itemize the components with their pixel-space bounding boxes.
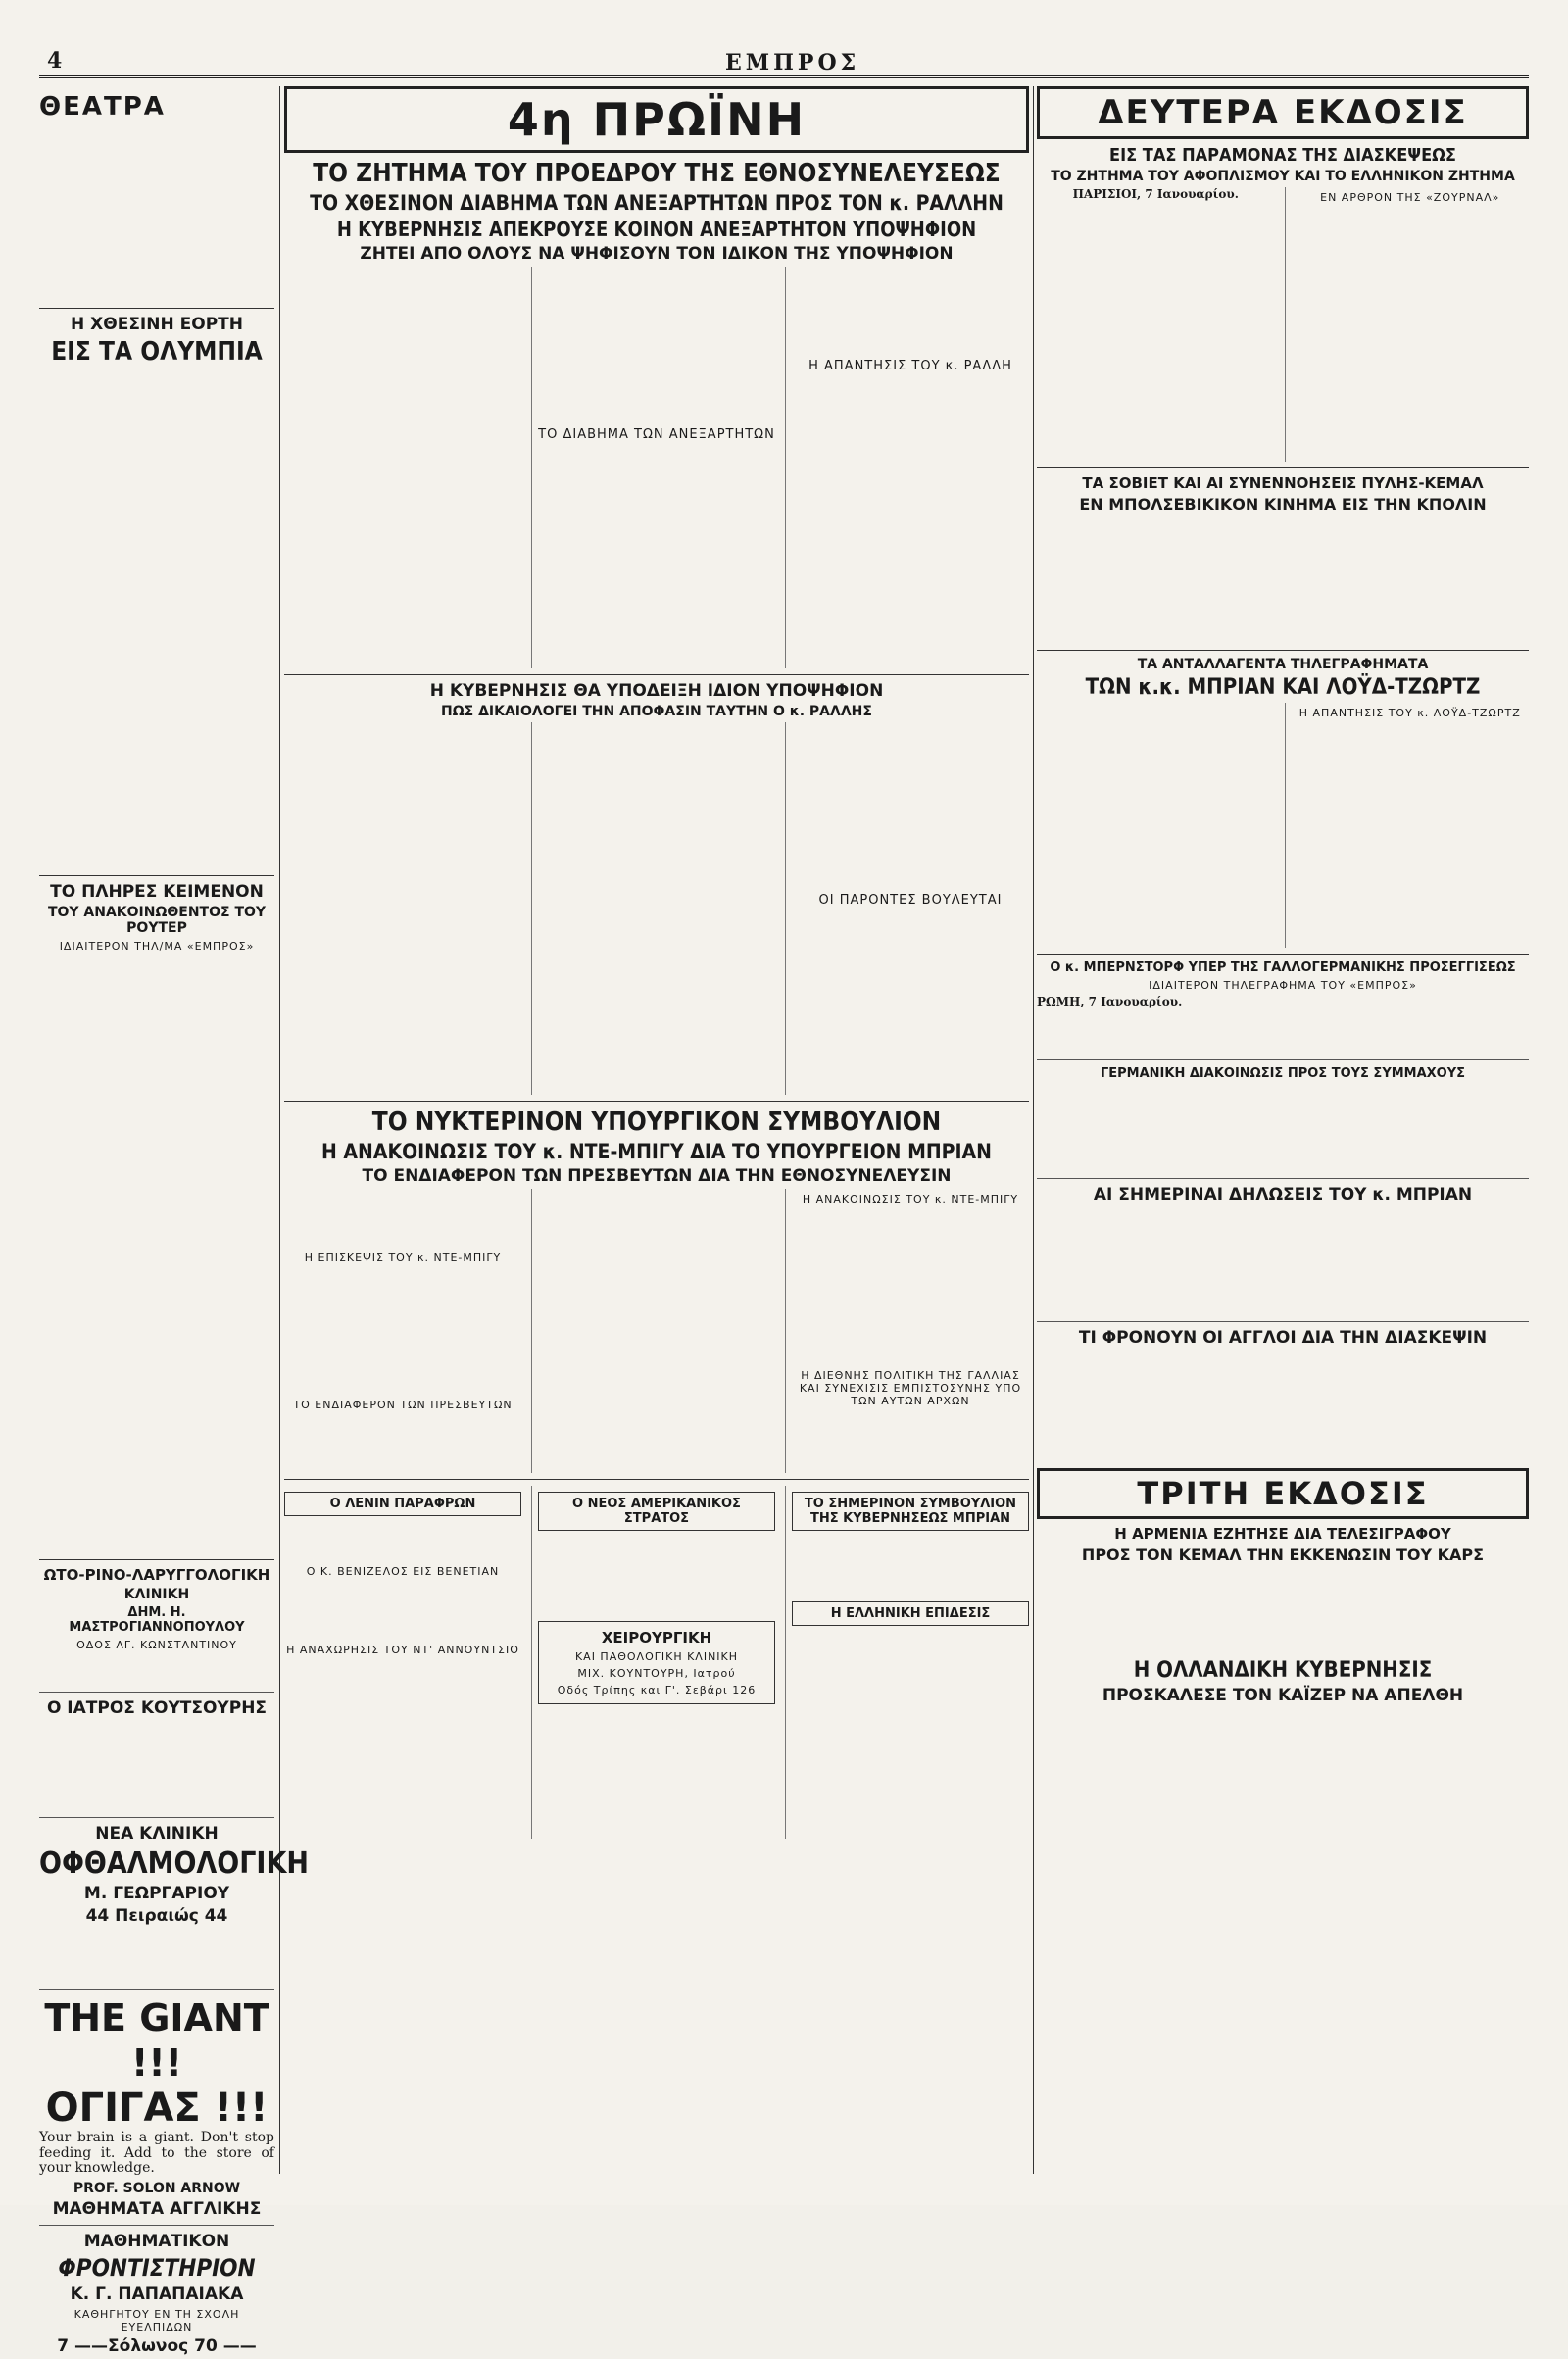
reply-subheading: Η ΑΠΑΝΤΗΣΙΣ ΤΟΥ κ. ΛΟΫΔ-ΤΖΩΡΤΖ bbox=[1298, 707, 1521, 719]
kaiser-headline: ΠΡΟΣΚΑΛΕΣΕ ΤΟΝ ΚΑΪΖΕΡ ΝΑ ΑΠΕΛΘΗ bbox=[1102, 1685, 1464, 1705]
conference-headline: ΕΙΣ ΤΑΣ ΠΑΡΑΜΟΝΑΣ ΤΗΣ ΔΙΑΣΚΕΨΕΩΣ bbox=[1109, 145, 1456, 166]
reuter-heading: ΤΟ ΠΛΗΡΕΣ ΚΕΙΜΕΝΟΝ bbox=[50, 882, 264, 902]
council-text bbox=[792, 1537, 1029, 1596]
giant-english: Your brain is a giant. Don't stop feeding it. Add to the store of your knowledge. bbox=[39, 2130, 274, 2176]
german-note-article bbox=[1037, 1084, 1529, 1172]
cabinet-subheadline: Η ΑΝΑΚΟΙΝΩΣΙΣ ΤΟΥ κ. ΝΤΕ-ΜΠΙΓΥ ΔΙΑ ΤΟ ΥΠΟΥΡΓΕΙΟΝ ΜΠΡΙΑΝ bbox=[321, 1140, 992, 1163]
conference-article bbox=[1037, 187, 1529, 462]
reuter-heading-2: ΤΟΥ ΑΝΑΚΟΙΝΩΘΕΝΤΟΣ ΤΟΥ ΡΟΥΤΕΡ bbox=[47, 905, 267, 936]
policy-subheading: Η ΔΙΕΘΝΗΣ ΠΟΛΙΤΙΚΗ ΤΗΣ ΓΑΛΛΙΑΣ ΚΑΙ ΣΥΝΕΧΙΣΙΣ ΕΜΠΙΣΤΟΣΥΝΗΣ ΥΠΟ ΤΩΝ ΑΥΤΩΝ ΑΡΧΩΝ bbox=[799, 1369, 1022, 1407]
cabinet-article-text bbox=[792, 1208, 1029, 1365]
armenia-headline: Η ΑΡΜΕΝΙΑ ΕΖΗΤΗΣΕ ΔΙΑ ΤΕΛΕΣΙΓΡΑΦΟΥ bbox=[1114, 1524, 1451, 1543]
rome-dateline: ΡΩΜΗ, 7 Ιανουαρίου. bbox=[1037, 995, 1183, 1008]
bottom-news bbox=[284, 1486, 1029, 1839]
theatre-listings bbox=[39, 125, 274, 302]
clinic-heading: ΩΤΟ-ΡΙΝΟ-ΛΑΡΥΓΓΟΛΟΓΙΚΗ bbox=[43, 1566, 270, 1584]
english-opinion-headline: ΤΙ ΦΡΟΝΟΥΝ ΟΙ ΑΓΓΛΟΙ ΔΙΑ ΤΗΝ ΔΙΑΣΚΕΨΙΝ bbox=[1078, 1327, 1488, 1348]
briand-statements-article bbox=[1037, 1207, 1529, 1315]
clinic-details bbox=[39, 1654, 274, 1686]
divider bbox=[1037, 467, 1529, 468]
army-heading: Ο ΝΕΟΣ ΑΜΕΡΙΚΑΝΙΚΟΣ ΣΤΡΑΤΟΣ bbox=[538, 1492, 775, 1531]
cabinet-article-col bbox=[785, 1189, 1029, 1473]
surgery-heading: ΧΕΙΡΟΥΡΓΙΚΗ bbox=[601, 1629, 712, 1646]
divider bbox=[1037, 650, 1529, 651]
feast-heading: Η ΧΘΕΣΙΝΗ ΕΟΡΤΗ bbox=[71, 315, 243, 334]
surgery-ad bbox=[538, 1621, 775, 1704]
bolshevik-headline: ΕΝ ΜΠΟΛΣΕΒΙΚΙΚΟΝ ΚΙΝΗΜΑ ΕΙΣ ΤΗΝ ΚΠΟΛΙΝ bbox=[1079, 495, 1487, 514]
german-note-headline: ΓΕΡΜΑΝΙΚΗ ΔΙΑΚΟΙΝΩΣΙΣ ΠΡΟΣ ΤΟΥΣ ΣΥΜΜΑΧΟΥΣ bbox=[1100, 1065, 1466, 1081]
ophthalmology-details bbox=[39, 1929, 274, 1983]
divider bbox=[1037, 1321, 1529, 1322]
candidate-article-col bbox=[284, 722, 521, 1095]
candidate-subheadline: ΠΩΣ ΔΙΚΑΙΟΛΟΓΕΙ ΤΗΝ ΑΠΟΦΑΣΙΝ ΤΑΥΤΗΝ Ο κ. ΡΑΛΛΗΣ bbox=[441, 704, 872, 719]
lenin-text bbox=[284, 1522, 521, 1561]
briand-statements-headline: ΑΙ ΣΗΜΕΡΙΝΑΙ ΔΗΛΩΣΕΙΣ ΤΟΥ κ. ΜΠΡΙΑΝ bbox=[1093, 1184, 1473, 1204]
left-column bbox=[39, 86, 309, 2359]
rallis-reply-subheading: Η ΑΠΑΝΤΗΣΙΣ ΤΟΥ κ. ΡΑΛΛΗ bbox=[808, 359, 1012, 373]
conference-article-col bbox=[1037, 187, 1275, 462]
telegrams-article bbox=[1037, 703, 1529, 948]
cabinet-article-col bbox=[531, 1189, 775, 1473]
math-heading-2: ΦΡΟΝΤΙΣΤΗΡΙΟΝ bbox=[58, 2253, 256, 2282]
clinic-doctor: ΔΗΜ. Η. ΜΑΣΤΡΟΓΙΑΝΝΟΠΟΥΛΟΥ bbox=[69, 1605, 245, 1635]
doctor-details bbox=[39, 1721, 274, 1811]
page-number: 4 bbox=[47, 48, 63, 74]
visit-subheading: Η ΕΠΙΣΚΕΨΙΣ ΤΟΥ κ. ΝΤΕ-ΜΠΙΓΥ bbox=[304, 1252, 502, 1264]
kaiser-article bbox=[1037, 1708, 1529, 1787]
column-rule bbox=[1033, 86, 1034, 2174]
candidate-article bbox=[284, 722, 1029, 1095]
kars-headline: ΠΡΟΣ ΤΟΝ ΚΕΜΑΛ ΤΗΝ ΕΚΚΕΝΩΣΙΝ ΤΟΥ ΚΑΡΣ bbox=[1081, 1545, 1485, 1564]
divider bbox=[39, 1989, 274, 1990]
english-opinion-article bbox=[1037, 1351, 1529, 1468]
feast-article bbox=[39, 369, 274, 869]
ophthalmology-doctor: Μ. ΓΕΩΡΓΑΡΙΟΥ bbox=[83, 1884, 230, 1903]
reuter-subheading: ΙΔΙΑΙΤΕΡΟΝ ΤΗΛ/ΜΑ «ΕΜΠΡΟΣ» bbox=[59, 940, 255, 953]
announce-subheading: Η ΑΝΑΚΟΙΝΩΣΙΣ ΤΟΥ κ. ΝΤΕ-ΜΠΙΓΥ bbox=[802, 1193, 1019, 1205]
cabinet-article bbox=[284, 1189, 1029, 1473]
surgery-address: Οδός Τρίπης και Γ'. Σεβάρι 126 bbox=[557, 1684, 757, 1696]
math-sub: ΚΑΘΗΓΗΤΟΥ ΕΝ ΤΗ ΣΧΟΛΗ ΕΥΕΛΠΙΔΩΝ bbox=[74, 2307, 240, 2334]
divider bbox=[39, 2225, 274, 2226]
main-subheadline-2: Η ΚΥΒΕΡΝΗΣΙΣ ΑΠΕΚΡΟΥΣΕ ΚΟΙΝΟΝ ΑΝΕΞΑΡΤΗΤΟΝ ΥΠΟΨΗΦΙΟΝ bbox=[336, 218, 977, 241]
theatre-heading: ΘΕΑΤΡΑ bbox=[39, 92, 166, 122]
bernstorff-article bbox=[1037, 1014, 1529, 1054]
present-deputies-subheading: ΟΙ ΠΑΡΟΝΤΕΣ ΒΟΥΛΕΥΤΑΙ bbox=[818, 893, 1003, 908]
newspaper-title: ΕΜΠΡΟΣ bbox=[725, 50, 860, 75]
professor-name: PROF. SOLON ARNOW bbox=[73, 2180, 241, 2196]
telegrams-article-col bbox=[1285, 703, 1530, 948]
ophthalmology-address: 44 Πειραιώς 44 bbox=[85, 1906, 228, 1926]
third-edition-banner: ΤΡΙΤΗ ΕΚΔΟΣΙΣ bbox=[1037, 1468, 1529, 1519]
divider bbox=[39, 1559, 274, 1560]
divider bbox=[1037, 954, 1529, 955]
candidate-article-text bbox=[792, 722, 1029, 889]
telegrams-headline: ΤΑ ΑΝΤΑΛΛΑΓΕΝΤΑ ΤΗΛΕΓΡΑΦΗΜΑΤΑ bbox=[1137, 657, 1429, 672]
divider bbox=[1037, 1178, 1529, 1179]
greek-heading: Η ΕΛΛΗΝΙΚΗ ΕΠΙΔΕΣΙΣ bbox=[792, 1601, 1029, 1626]
telegrams-article-col bbox=[1037, 703, 1275, 948]
briand-lloyd-headline: ΤΩΝ κ.κ. ΜΠΡΙΑΝ ΚΑΙ ΛΟΫΔ-ΤΖΩΡΤΖ bbox=[1085, 675, 1481, 700]
conference-article-col bbox=[1285, 187, 1530, 462]
center-column bbox=[284, 86, 1029, 1839]
math-heading: ΜΑΘΗΜΑΤΙΚΟΝ bbox=[83, 2231, 230, 2251]
soviet-article bbox=[1037, 516, 1529, 644]
annunzio-heading: Η ΑΝΑΧΩΡΗΣΙΣ ΤΟΥ ΝΤ' ΑΝΝΟΥΝΤΣΙΟ bbox=[286, 1644, 519, 1656]
giant-heading: THE GIANT !!! bbox=[44, 1996, 270, 2085]
lead-article-text bbox=[792, 267, 1029, 355]
dutch-headline: Η ΟΛΛΑΝΔΙΚΗ ΚΥΒΕΡΝΗΣΙΣ bbox=[1133, 1657, 1433, 1683]
divider bbox=[39, 875, 274, 876]
soviet-headline: ΤΑ ΣΟΒΙΕΤ ΚΑΙ ΑΙ ΣΥΝΕΝΝΟΗΣΕΙΣ ΠΥΛΗΣ-ΚΕΜΑΛ bbox=[1082, 474, 1484, 492]
second-edition-banner: ΔΕΥΤΕΡΑ ΕΚΔΟΣΙΣ bbox=[1037, 86, 1529, 139]
lead-article-col bbox=[284, 267, 521, 668]
divider bbox=[39, 1817, 274, 1818]
clinic-sub: ΚΛΙΝΙΚΗ bbox=[123, 1587, 190, 1602]
cabinet-article-text bbox=[284, 1267, 521, 1395]
indep-subheading: ΤΟ ΔΙΑΒΗΜΑ ΤΩΝ ΑΝΕΞΑΡΤΗΤΩΝ bbox=[538, 427, 775, 442]
reuter-article bbox=[39, 956, 274, 1553]
bottom-news-col bbox=[284, 1486, 521, 1839]
candidate-headline: Η ΚΥΒΕΡΝΗΣΙΣ ΘΑ ΥΠΟΔΕΙΞΗ ΙΔΙΟΝ ΥΠΟΨΗΦΙΟΝ bbox=[429, 681, 884, 701]
divider bbox=[1037, 1059, 1529, 1060]
main-subheadline-3: ΖΗΤΕΙ ΑΠΟ ΟΛΟΥΣ ΝΑ ΨΗΦΙΣΟΥΝ ΤΟΝ ΙΔΙΚΟΝ ΤΗΣ ΥΠΟΨΗΦΙΟΝ bbox=[360, 244, 954, 264]
divider bbox=[39, 308, 274, 309]
dateline: ΠΑΡΙΣΙΟΙ, 7 Ιανουαρίου. bbox=[1072, 187, 1239, 201]
lead-article bbox=[284, 267, 1029, 668]
morning-banner: 4η ΠΡΩΪΝΗ bbox=[284, 86, 1029, 153]
english-lessons: ΜΑΘΗΜΑΤΑ ΑΓΓΛΙΚΗΣ bbox=[52, 2198, 262, 2219]
new-clinic-heading: ΝΕΑ ΚΛΙΝΙΚΗ bbox=[95, 1824, 219, 1843]
cabinet-subheadline-2: ΤΟ ΕΝΔΙΑΦΕΡΟΝ ΤΩΝ ΠΡΕΣΒΕΥΤΩΝ ΔΙΑ ΤΗΝ ΕΘΝΟΣΥΝΕΛΕΥΣΙΝ bbox=[362, 1166, 952, 1186]
bottom-news-col bbox=[531, 1486, 775, 1839]
math-name: Κ. Γ. ΠΑΠΑΠΑΙΑΚΑ bbox=[70, 2284, 244, 2304]
page-header bbox=[39, 48, 1529, 78]
private-telegram: ΙΔΙΑΙΤΕΡΟΝ ΤΗΛΕΓΡΑΦΗΜΑ ΤΟΥ «ΕΜΠΡΟΣ» bbox=[1149, 979, 1417, 992]
venizelos-text bbox=[284, 1581, 521, 1640]
right-column bbox=[1037, 86, 1529, 1787]
army-text bbox=[538, 1537, 775, 1615]
surgery-doctor: ΜΙΧ. ΚΟΥΝΤΟΥΡΗ, Ιατρού bbox=[577, 1667, 736, 1680]
giant-heading-2: ΟΓΙΓΑΣ !!! bbox=[45, 2086, 269, 2131]
math-footer: 7 ——Σόλωνος 70 —— bbox=[57, 2335, 257, 2356]
surgery-sub: ΚΑΙ ΠΑΘΟΛΟΓΙΚΗ ΚΛΙΝΙΚΗ bbox=[574, 1650, 739, 1663]
doctor-heading: Ο ΙΑΤΡΟΣ ΚΟΥΤΣΟΥΡΗΣ bbox=[46, 1698, 268, 1718]
clinic-street: ΟΔΟΣ ΑΓ. ΚΩΝΣΤΑΝΤΙΝΟΥ bbox=[76, 1639, 237, 1651]
bernstorff-headline: Ο κ. ΜΠΕΡΝΣΤΟΡΦ ΥΠΕΡ ΤΗΣ ΓΑΛΛΟΓΕΡΜΑΝΙΚΗΣ ΠΡΟΣΕΓΓΙΣΕΩΣ bbox=[1050, 960, 1516, 975]
venizelos-heading: Ο Κ. ΒΕΝΙΖΕΛΟΣ ΕΙΣ ΒΕΝΕΤΙΑΝ bbox=[306, 1565, 500, 1578]
divider bbox=[284, 1101, 1029, 1102]
lenin-heading: Ο ΛΕΝΙΝ ΠΑΡΑΦΡΩΝ bbox=[284, 1492, 521, 1516]
divider bbox=[284, 674, 1029, 675]
cabinet-article-col bbox=[284, 1189, 521, 1473]
main-headline: ΤΟ ΖΗΤΗΜΑ ΤΟΥ ΠΡΟΕΔΡΟΥ ΤΗΣ ΕΘΝΟΣΥΝΕΛΕΥΣΕΩΣ bbox=[313, 159, 1001, 188]
divider bbox=[284, 1479, 1029, 1480]
candidate-article-col bbox=[785, 722, 1029, 1095]
bottom-news-col bbox=[785, 1486, 1029, 1839]
zourna-subheading: ΕΝ ΑΡΘΡΟΝ ΤΗΣ «ΖΟΥΡΝΑΛ» bbox=[1320, 191, 1500, 204]
council-heading: ΤΟ ΣΗΜΕΡΙΝΟΝ ΣΥΜΒΟΥΛΙΟΝ ΤΗΣ ΚΥΒΕΡΝΗΣΕΩΣ ΜΠΡΙΑΝ bbox=[792, 1492, 1029, 1531]
main-subheadline: ΤΟ ΧΘΕΣΙΝΟΝ ΔΙΑΒΗΜΑ ΤΩΝ ΑΝΕΞΑΡΤΗΤΩΝ ΠΡΟΣ ΤΟΝ κ. ΡΑΛΛΗΝ bbox=[310, 191, 1004, 215]
cabinet-headline: ΤΟ ΝΥΚΤΕΡΙΝΟΝ ΥΠΟΥΡΓΙΚΟΝ ΣΥΜΒΟΥΛΙΟΝ bbox=[371, 1107, 942, 1137]
lead-article-col bbox=[531, 267, 775, 668]
cabinet-article-text bbox=[284, 1189, 521, 1248]
lead-article-col bbox=[785, 267, 1029, 668]
lead-article-text bbox=[538, 267, 775, 423]
ophthalmology-heading: ΟΦΘΑΛΜΟΛΟΓΙΚΗ bbox=[39, 1846, 309, 1881]
divider bbox=[39, 1692, 274, 1693]
armenia-article bbox=[1037, 1567, 1529, 1655]
candidate-article-col bbox=[531, 722, 775, 1095]
interest-subheading: ΤΟ ΕΝΔΙΑΦΕΡΟΝ ΤΩΝ ΠΡΕΣΒΕΥΤΩΝ bbox=[293, 1399, 513, 1411]
disarmament-headline: ΤΟ ΖΗΤΗΜΑ ΤΟΥ ΑΦΟΠΛΙΣΜΟΥ ΚΑΙ ΤΟ ΕΛΛΗΝΙΚΟΝ ΖΗΤΗΜΑ bbox=[1051, 169, 1515, 184]
feast-heading-2: ΕΙΣ ΤΑ ΟΛΥΜΠΙΑ bbox=[51, 337, 263, 367]
